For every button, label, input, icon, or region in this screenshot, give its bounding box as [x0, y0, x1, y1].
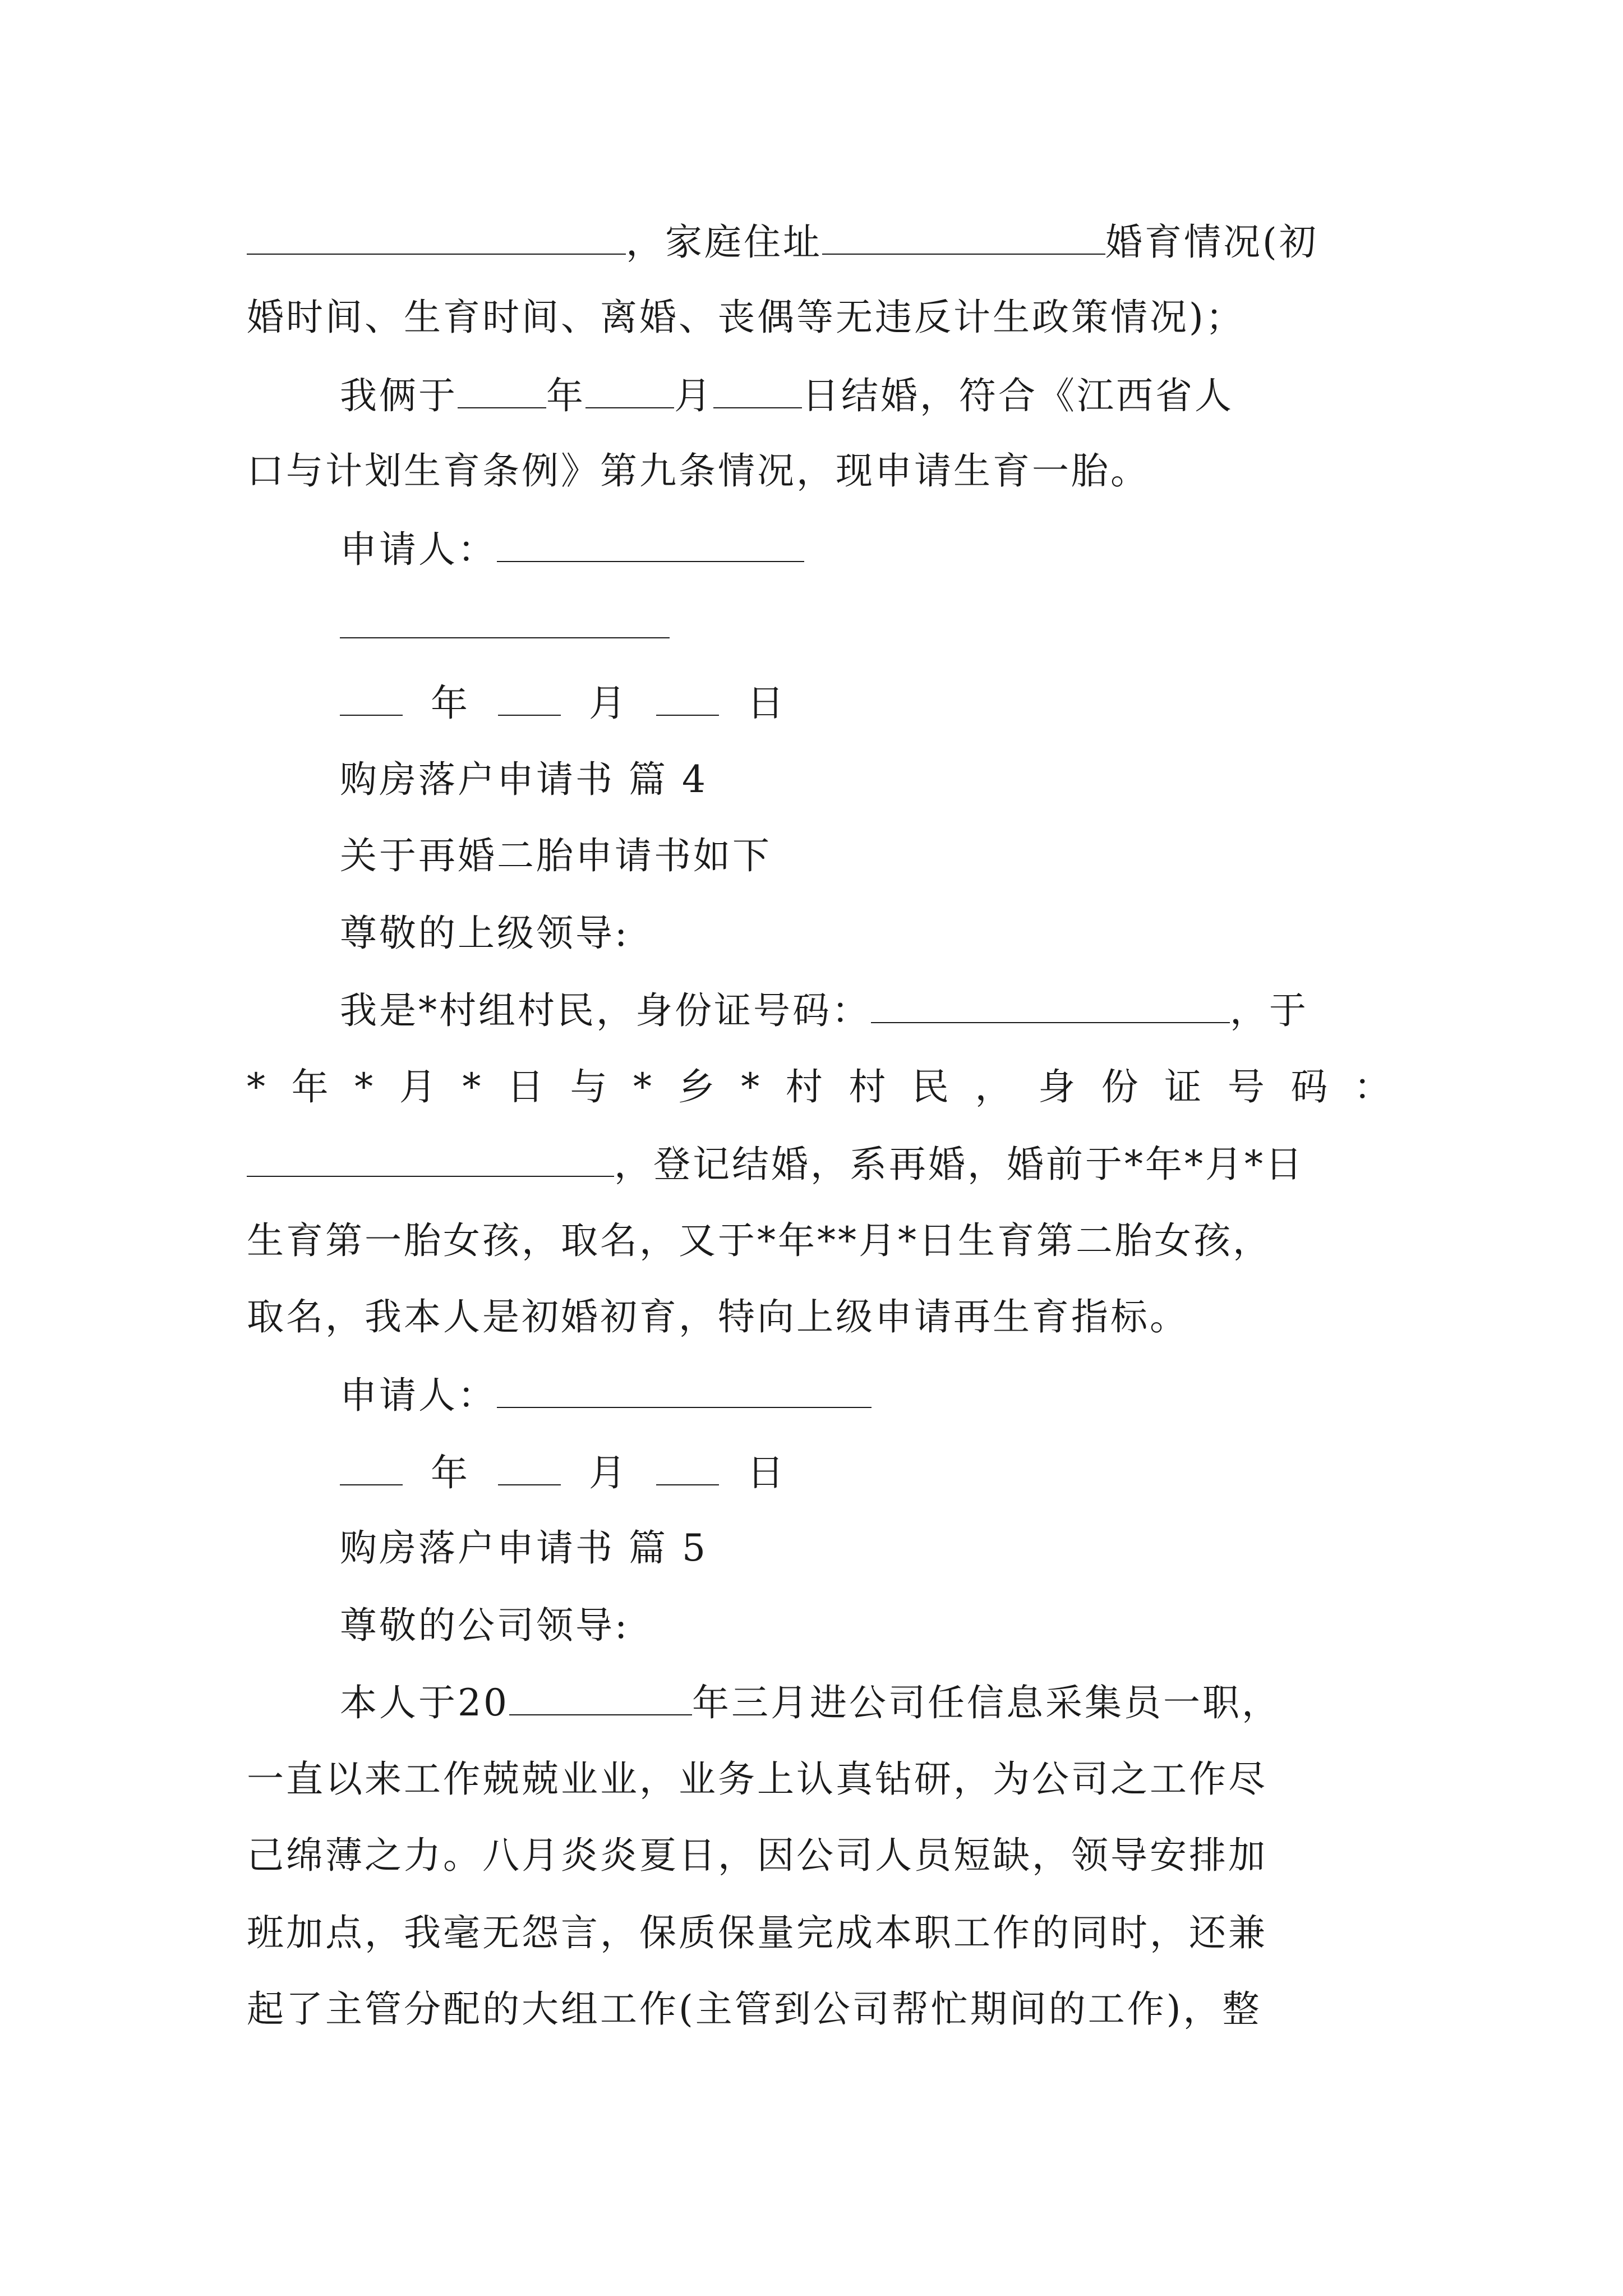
- section-title: 购房落户申请书 篇 5: [340, 1526, 708, 1570]
- paragraph-line: 班加点，我毫无怨言，保质保量完成本职工作的同时，还兼: [247, 1911, 1267, 1954]
- char: 号: [1227, 1065, 1265, 1108]
- applicant-blank: [497, 526, 804, 562]
- blank-field: [340, 680, 403, 716]
- char: 日: [506, 1065, 544, 1108]
- text-segment: ，于: [1230, 989, 1308, 1032]
- date-year-label: 年: [430, 1451, 470, 1494]
- paragraph-line: 起了主管分配的大组工作(主管到公司帮忙期间的工作)，整: [247, 1987, 1262, 2031]
- text-segment: 本人于20: [340, 1681, 509, 1724]
- char: 民: [911, 1065, 949, 1108]
- text-segment: 我俩于: [340, 374, 458, 417]
- char: 年: [291, 1065, 329, 1108]
- paragraph-line: 口与计划生育条例》第九条情况，现申请生育一胎。: [247, 449, 1150, 493]
- char: 乡: [677, 1065, 715, 1108]
- paragraph-line: [247, 219, 1391, 264]
- section-title: 购房落户申请书 篇 4: [340, 758, 708, 801]
- paragraph-line: [340, 987, 1391, 1032]
- paragraph-line: 婚时间、生育时间、离婚、丧偶等无违反计生政策情况)；: [247, 296, 1245, 339]
- text-segment: 月: [674, 374, 713, 417]
- date-day-label: 日: [746, 682, 786, 725]
- date-month-label: 月: [588, 682, 628, 725]
- paragraph-line: [340, 372, 1484, 417]
- char: ，: [975, 1065, 1012, 1108]
- char: 码: [1290, 1065, 1328, 1108]
- paragraph-line: 取名，我本人是初婚初育，特向上级申请再生育指标。: [247, 1295, 1189, 1338]
- blank-field: [498, 1450, 561, 1485]
- char: 身: [1038, 1065, 1076, 1108]
- paragraph-line: 关于再婚二胎申请书如下: [340, 834, 772, 877]
- paragraph-line: [340, 1680, 1484, 1724]
- paragraph-line: 生育第一胎女孩，取名，又于*年**月*日生育第二胎女孩，: [247, 1219, 1272, 1262]
- blank-field: [340, 1450, 403, 1485]
- char: ：: [1353, 1065, 1391, 1108]
- id-number-blank: [871, 987, 1230, 1023]
- date-line: [340, 680, 1484, 725]
- blank-field: [585, 372, 674, 408]
- salutation: 尊敬的上级领导:: [340, 912, 630, 955]
- blank-field: [713, 372, 802, 408]
- paragraph-line: [247, 1141, 1391, 1186]
- char: 与: [570, 1065, 607, 1108]
- date-day-label: 日: [746, 1451, 786, 1494]
- char: *: [354, 1065, 374, 1108]
- text-segment: 我是*村组村民，身份证号码：: [340, 989, 871, 1032]
- date-month-label: 月: [588, 1451, 628, 1494]
- paragraph-line: 己绵薄之力。八月炎炎夏日，因公司人员短缺，领导安排加: [247, 1834, 1267, 1877]
- applicant-label: 申请人：: [340, 528, 497, 571]
- text-segment: ，家庭住址: [626, 220, 822, 264]
- char: *: [741, 1065, 760, 1108]
- signature-line: [340, 526, 1484, 571]
- salutation: 尊敬的公司领导:: [340, 1604, 630, 1647]
- char: *: [247, 1065, 265, 1108]
- paragraph-line: 一直以来工作兢兢业业，业务上认真钻研，为公司之工作尽: [247, 1757, 1267, 1801]
- char: 村: [785, 1065, 823, 1108]
- char: 份: [1101, 1065, 1138, 1108]
- text-segment: ，登记结婚，系再婚，婚前于*年*月*日: [614, 1143, 1304, 1186]
- blank-line: [340, 602, 1484, 647]
- text-segment: 婚育情况(初: [1105, 220, 1318, 264]
- blank-field: [458, 372, 546, 408]
- text-segment: 年: [546, 374, 585, 417]
- text-segment: 年三月进公司任信息采集员一职，: [691, 1681, 1281, 1724]
- blank-field: [498, 680, 561, 716]
- blank-field: [822, 219, 1105, 255]
- char: 村: [849, 1065, 886, 1108]
- blank-field: [656, 1450, 719, 1485]
- blank-field: [340, 602, 670, 638]
- applicant-label: 申请人：: [340, 1374, 497, 1417]
- blank-field: [247, 219, 626, 255]
- char: *: [462, 1065, 481, 1108]
- char: 月: [399, 1065, 436, 1108]
- text-segment: 日结婚，符合《江西省人: [802, 374, 1234, 417]
- id-number-blank: [247, 1141, 614, 1177]
- justified-line: [247, 1065, 1391, 1110]
- char: 证: [1164, 1065, 1202, 1108]
- date-year-label: 年: [430, 682, 470, 725]
- blank-field: [656, 680, 719, 716]
- char: *: [633, 1065, 652, 1108]
- date-line: [340, 1450, 1484, 1494]
- applicant-blank: [497, 1372, 872, 1408]
- signature-line: [340, 1372, 1484, 1417]
- year-blank: [509, 1680, 692, 1715]
